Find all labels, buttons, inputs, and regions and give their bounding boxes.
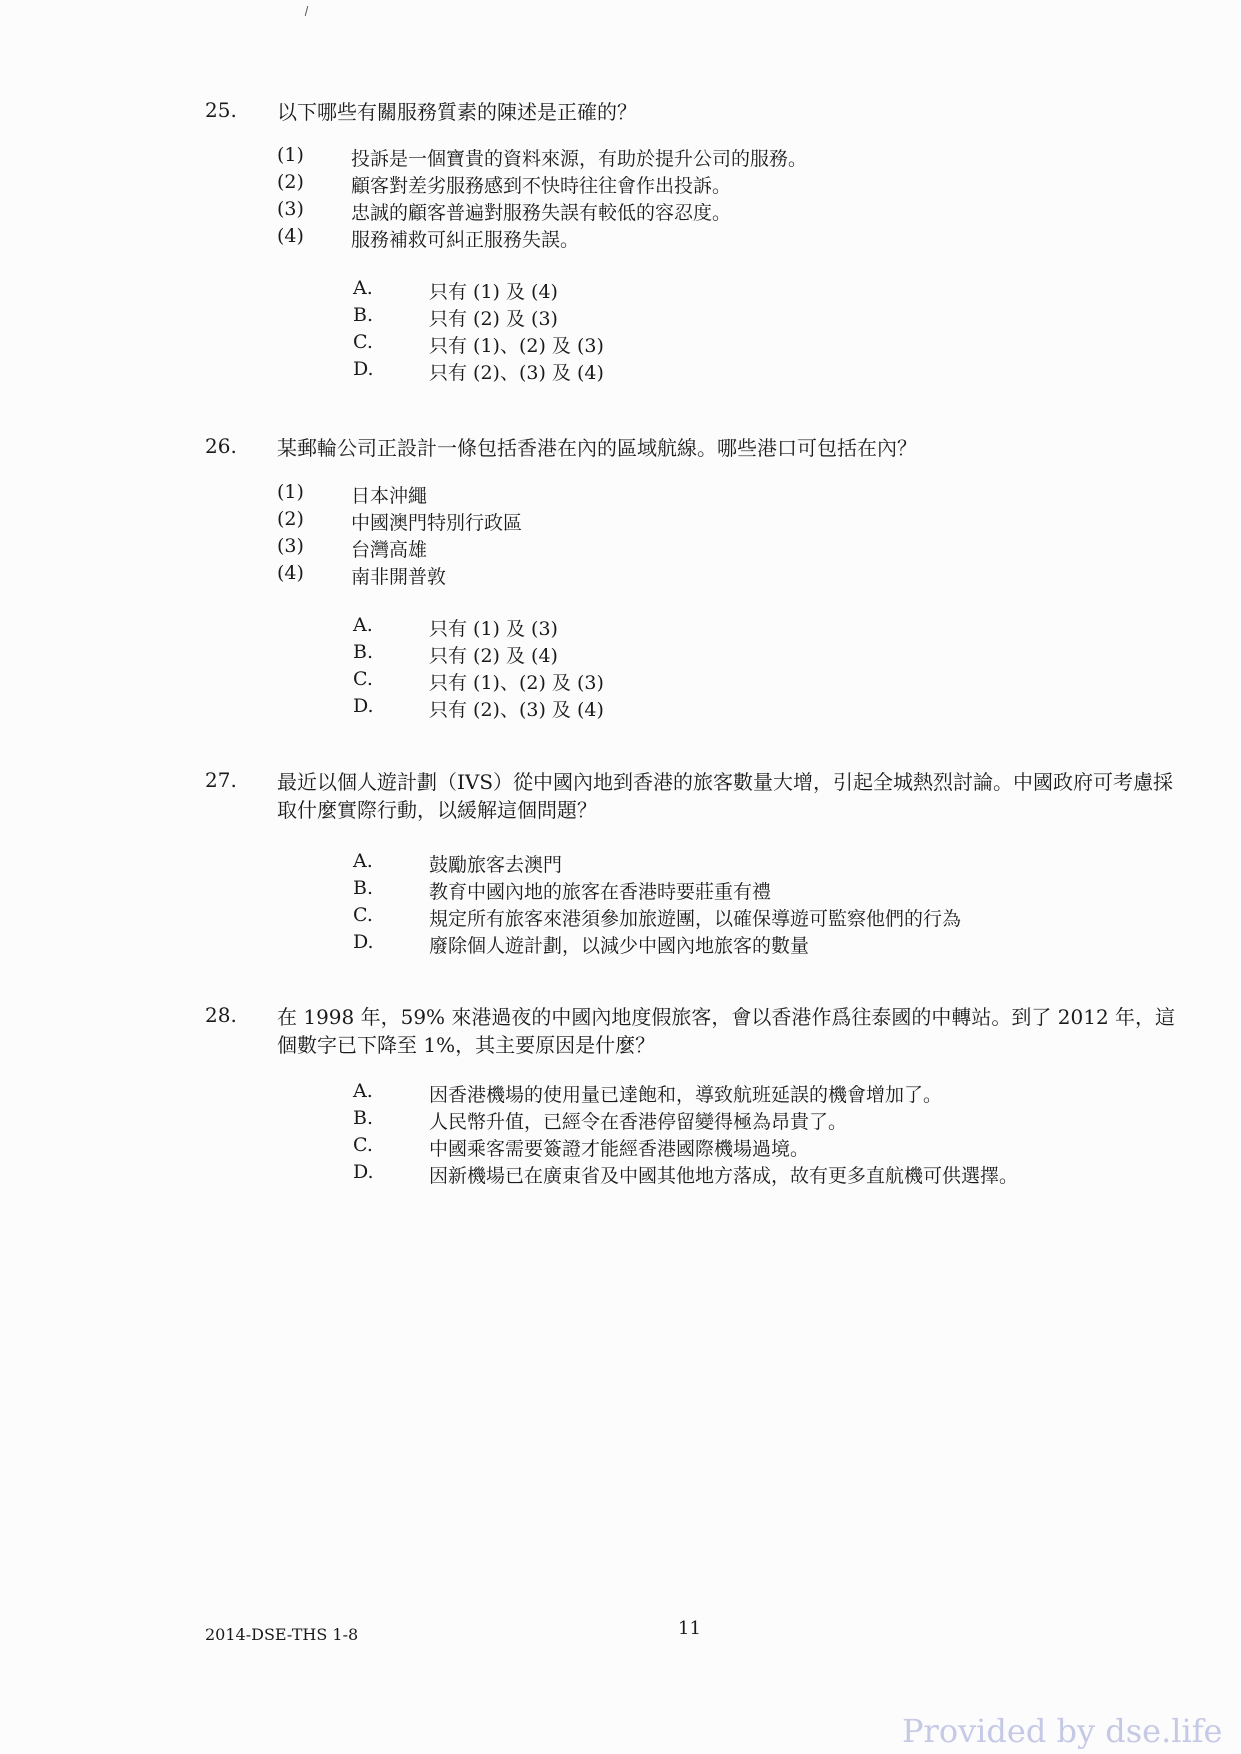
question-text: 最近以個人遊計劃（IVS）從中國內地到香港的旅客數量大增，引起全城熱烈討論。中國政府可考慮採取什麼實際行動，以緩解這個問題？ [277,770,1174,822]
exam-code: 2014-DSE-THS 1-8 [205,1625,359,1644]
question-text: 某郵輪公司正設計一條包括香港在內的區域航線。哪些港口可包括在內？ [277,436,917,460]
question-number: 26. [205,434,237,458]
question-text: 以下哪些有關服務質素的陳述是正確的？ [277,100,637,124]
question-text: 在 1998 年，59% 來港過夜的中國內地度假旅客，會以香港作爲往泰國的中轉站。到了 2012 年，這個數字已下降至 1%，其主要原因是什麼？ [277,1005,1176,1057]
question-number: 25. [205,98,237,122]
question-number: 27. [205,768,237,792]
exam-page: 25. 以下哪些有關服務質素的陳述是正確的？ (1) 投訴是一個寶貴的資料來源，有助於提升公司的服務。 (2) 顧客對差劣服務感到不快時往往會作出投訴。 (3) 忠誠的顧客普遍對服務失誤有較低的容忍度。 (4) 服務補救可糾正服務失誤。 A. 只有 (1) 及 (4) B. 只有 (2) 及 (3) C. 只有 (1)、(2) 及 (3) D. 只有 (2)、(3) 及 (4) 26. 某郵輪公司正設計一條包括香港在內的區域航線。哪些港口可包括在內？ (1) 日本沖繩 (2) 中國澳門特別行政區 (3) 台灣高雄 (4) 南非開普敦 A. 只有 (1) 及 (3) B. 只有 (2) 及 (4) C. 只有 (1)、(2) 及 (3) D. 只有 (2)、(3) 及 (4) 27. 最近以個人遊計劃（IVS）從中國內地到香港的旅客數量大增，引起全城熱烈討論。中國政府可考慮採取什麼實際行動，以緩解這個問題？ A. 鼓勵旅客去澳門 B. 教育中國內地的旅客在香港時要莊重有禮 C. 規定所有旅客來港須參加旅遊團，以確保導遊可監察他們的行為 D. 廢除個人遊計劃，以減少中國內地旅客的數量 28. 在 1998 年，59% 來港過夜的中國內地度假旅客，會以香港作爲往泰國的中轉站。到了 2012 年，這個數字已下降至 1%，其主要原因是什麼？ A. 因香港機場的使用量已達飽和，導致航班延誤的機會增加了。 B. 人民幣升值，已經令在香港停留變得極為昂貴了。 C. 中國乘客需要簽證才能經香港國際機場過境。 D. 因新機場已在廣東省及中國其他地方落成，故有更多直航機可供選擇。 2014-DSE-THS 1-8 11 Provided by dse.life [0,0,1241,1754]
watermark: Provided by dse.life [902,1712,1223,1750]
page-number: 11 [678,1618,701,1639]
scan-mark [305,6,309,16]
question-number: 28. [205,1003,237,1027]
